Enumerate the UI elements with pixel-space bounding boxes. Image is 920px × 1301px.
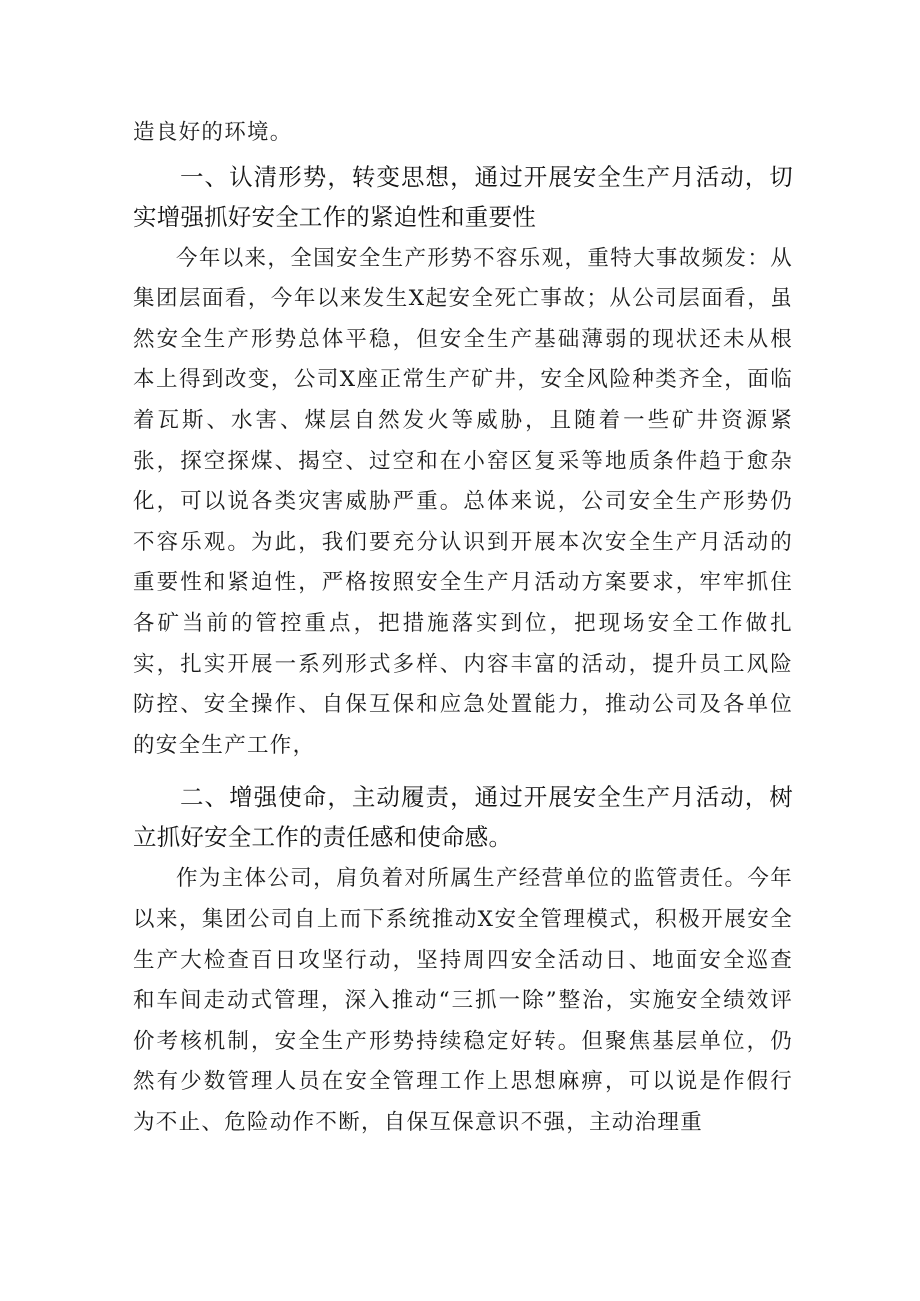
section-heading-2: 二、增强使命，主动履责，通过开展安全生产月活动，树立抓好安全工作的责任感和使命感。 — [133, 783, 793, 852]
paragraph-fragment: 造良好的环境。 — [133, 120, 293, 145]
document-body — [133, 113, 793, 1143]
section-heading-1: 一、认清形势，转变思想，通过开展安全生产月活动，切实增强抓好安全工作的紧迫性和重要性 — [133, 162, 793, 231]
paragraph-situation: 今年以来，全国安全生产形势不容乐观，重特大事故频发：从集团层面看，今年以来发生X起安全死亡事故；从公司层面看，虽然安全生产形势总体平稳，但安全生产基础薄弱的现状还未从根本上得到改变，公司X座正常生产矿井，安全风险种类齐全，面临着瓦斯、水害、煤层自然发火等威胁，且随着一些矿井资源紧张，探空探煤、揭空、过空和在小窑区复采等地质条件趋于愈杂化，可以说各类灾害威胁严重。总体来说，公司安全生产形势仍不容乐观。为此，我们要充分认识到开展本次安全生产月活动的重要性和紧迫性，严格按照安全生产月活动方案要求，牢牢抓住各矿当前的管控重点，把措施落实到位，把现场安全工作做扎实，扎实开展一系列形式多样、内容丰富的活动，提升员工风险防控、安全操作、自保互保和应急处置能力，推动公司及各单位的安全生产工作， — [133, 245, 793, 758]
paragraph-responsibility: 作为主体公司，肩负着对所属生产经营单位的监管责任。今年以来，集团公司自上而下系统推动X安全管理模式，积极开展安全生产大检查百日攻坚行动，坚持周四安全活动日、地面安全巡查和车间走动式管理，深入推动“三抓一除”整治，实施安全绩效评价考核机制，安全生产形势持续稳定好转。但聚焦基层单位，仍然有少数管理人员在安全管理工作上思想麻痹，可以说是作假行为不止、危险动作不断，自保互保意识不强，主动治理重 — [133, 866, 793, 1135]
